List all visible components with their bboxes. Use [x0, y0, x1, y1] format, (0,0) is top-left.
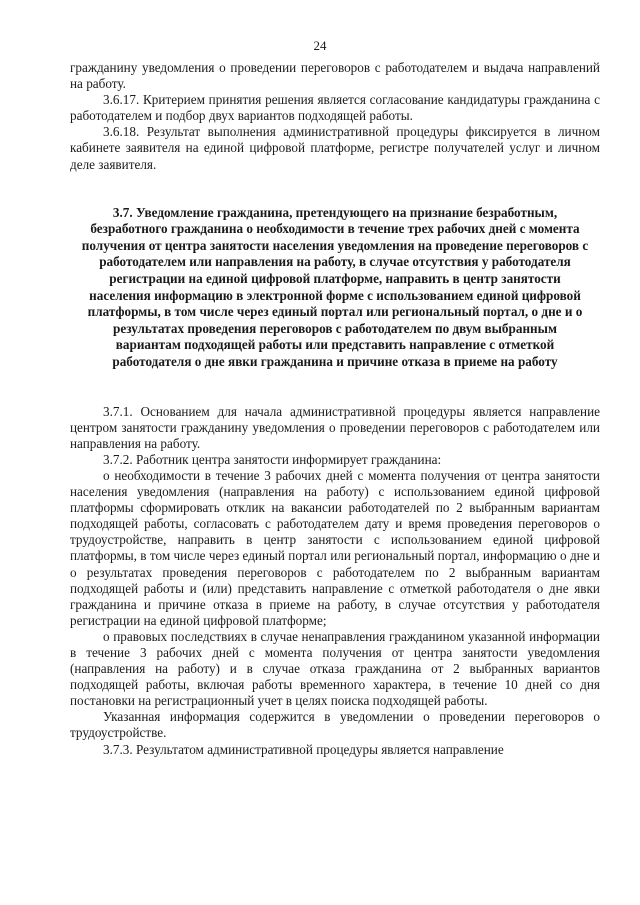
paragraph-inform-consequences: о правовых последствиях в случае ненаправления гражданином указанной информации в течение 3 рабочих дней с момента получения от центра занятости уведомления (направления на работу) и в случае отказа гражданина от 2 выбранных вариантов подходящей работы, включая работы временного характера, в течение 10 дней со дня постановки на регистрационный учет в целях поиска подходящей работы.	[70, 628, 600, 709]
paragraph-3-7-3: 3.7.3. Результатом административной процедуры является направление	[103, 741, 504, 757]
document-body	[70, 60, 600, 758]
page-number: 24	[313, 38, 327, 53]
paragraph-inform-necessity: о необходимости в течение 3 рабочих дней с момента получения от центра занятости населения уведомления (направления на работу) с использованием единой цифровой платформы сформировать отклик на вакансии работодателей по 2 выбранным вариантам подходящей работы, согласовать с работодателем дату и время проведения переговоров о трудоустройстве, направить в центр занятости с использованием единой цифровой платформы, в том числе через единый портал или региональный портал, информацию о дне и о результатах проведения переговоров с работодателем по 2 выбранным вариантам подходящей работы и (или) представить направление с отметкой работодателя о дне явки гражданина и причине отказа в приеме на работу, в случае отсутствия у работодателя регистрации на единой цифровой платформе;	[70, 467, 600, 628]
paragraph-3-6-18: 3.6.18. Результат выполнения административной процедуры фиксируется в личном кабинете заявителя на единой цифровой платформе, регистре получателей услуг и личном деле заявителя.	[70, 124, 600, 172]
paragraph-continuation: гражданину уведомления о проведении переговоров с работодателем и выдача направлений на работу.	[70, 60, 600, 92]
paragraph-3-6-17: 3.6.17. Критерием принятия решения является согласование кандидатуры гражданина с работодателем и подбор двух вариантов подходящей работы.	[70, 92, 600, 124]
paragraph-3-7-1: 3.7.1. Основанием для начала административной процедуры является направление центром занятости гражданину уведомления о проведении переговоров с работодателем или направления на работу.	[70, 403, 600, 451]
section-heading-3-7: 3.7. Уведомление гражданина, претендующего на признание безработным, безработного гражданина о необходимости в течение трех рабочих дней с момента получения от центра занятости населения уведомления на проведение переговоров с работодателем или направления на работу, в случае отсутствия у работодателя регистрации на единой цифровой платформе, направить в центр занятости населения информацию в электронной форме с использованием единой цифровой платформы, в том числе через единый портал или региональный портал, о дне и о результатах проведения переговоров с работодателем по двум выбранным вариантам подходящей работы или представить направление с отметкой работодателя о дне явки гражданина и причине отказа в приеме на работу	[81, 204, 589, 369]
paragraph-notice-info: Указанная информация содержится в уведомлении о проведении переговоров о трудоустройстве.	[70, 709, 600, 741]
paragraph-3-7-2: 3.7.2. Работник центра занятости информирует гражданина:	[103, 451, 442, 467]
